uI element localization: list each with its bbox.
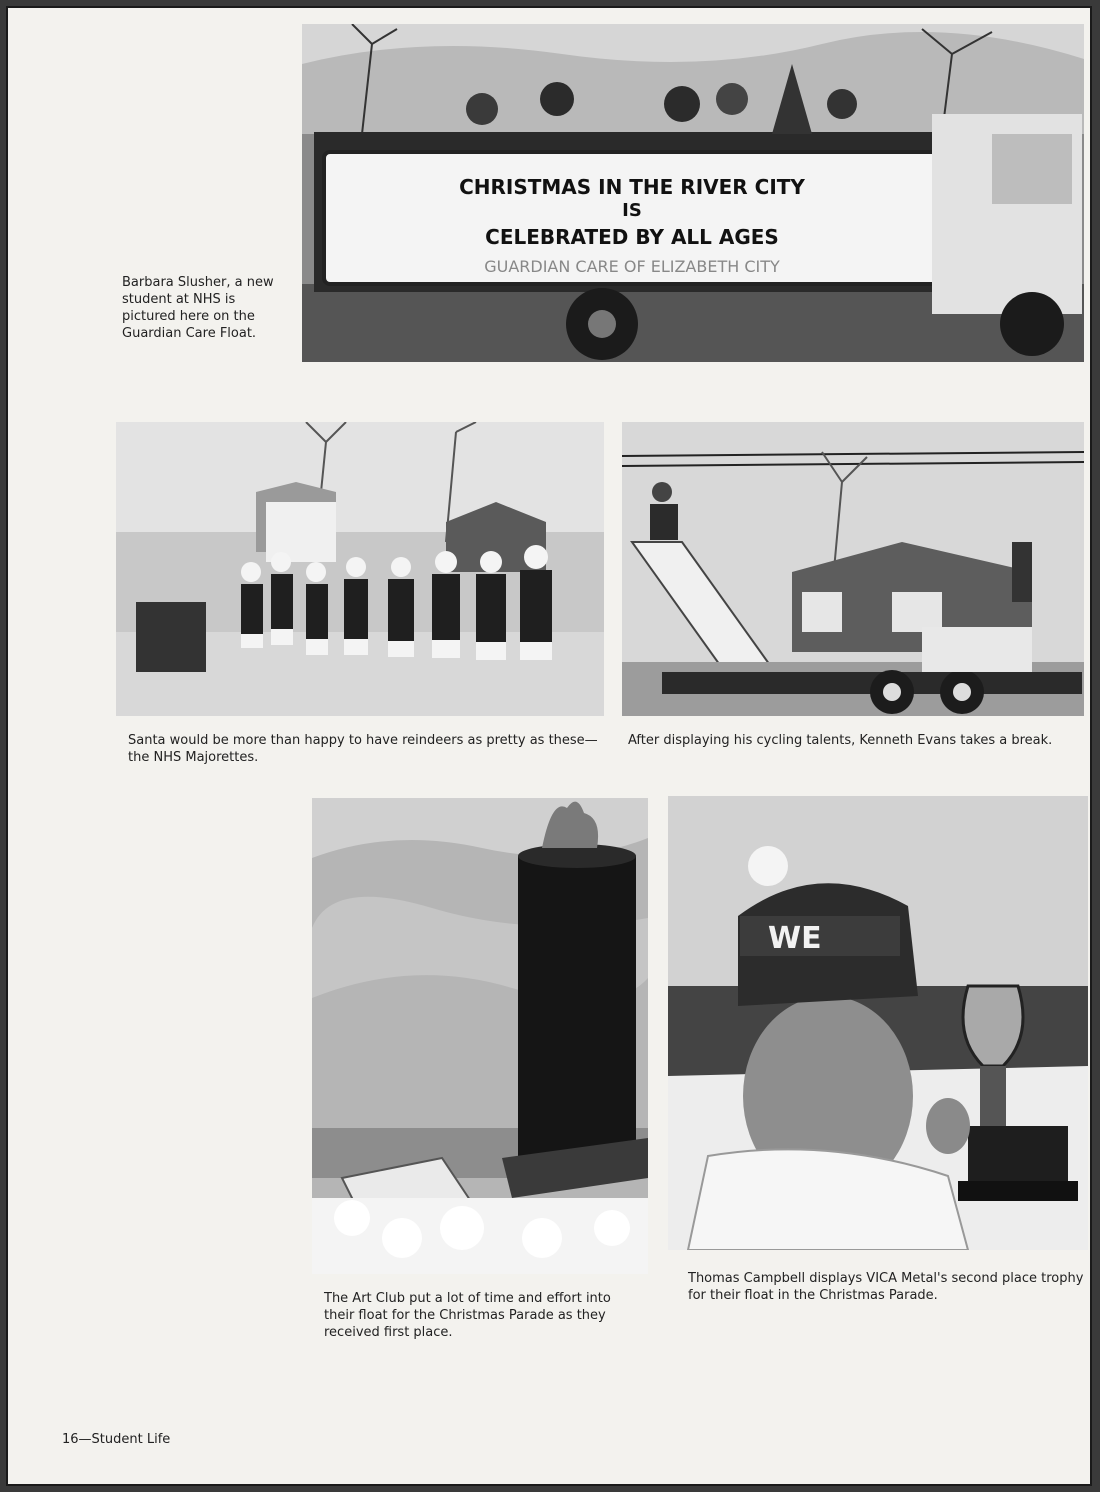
art-club-float-photo [312, 798, 648, 1274]
vica-trophy-photo [668, 796, 1088, 1250]
banner-line2: IS [622, 200, 642, 221]
banner-line1: CHRISTMAS IN THE RIVER CITY [459, 175, 805, 199]
cycling-float-photo [622, 422, 1084, 716]
vica-caption: Thomas Campbell displays VICA Metal's second place trophy for their float in the Christmas Parade. [688, 1271, 1084, 1303]
majorettes-caption: Santa would be more than happy to have reindeers as pretty as these—the NHS Majorettes. [128, 733, 598, 765]
banner-line4: GUARDIAN CARE OF ELIZABETH CITY [484, 257, 780, 276]
art-club-caption: The Art Club put a lot of time and effort into their float for the Christmas Parade as they received first place. [324, 1291, 611, 1340]
guardian-caption: Barbara Slusher, a new student at NHS is pictured here on the Guardian Care Float. [122, 275, 274, 341]
page-folio: 16—Student Life [62, 1432, 171, 1447]
cycling-caption: After displaying his cycling talents, Kenneth Evans takes a break. [628, 733, 1053, 748]
banner-line3: CELEBRATED BY ALL AGES [485, 225, 779, 249]
yearbook-page [6, 6, 1092, 1486]
hat-lettering: WE [768, 921, 822, 956]
guardian-care-float-photo [302, 24, 1084, 362]
majorettes-photo [116, 422, 604, 716]
